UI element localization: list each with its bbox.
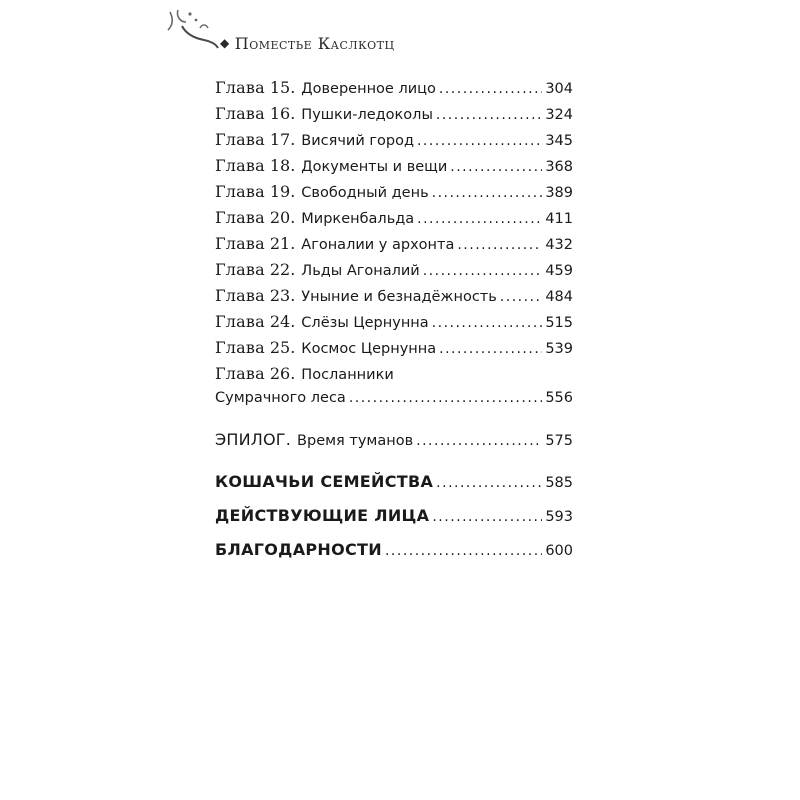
chapter-label: Глава xyxy=(215,156,265,175)
chapter-number: 22. xyxy=(269,260,296,279)
appendix-title: БЛАГОДАРНОСТИ xyxy=(215,540,382,559)
chapter-title: Доверенное лицо xyxy=(301,81,436,97)
chapter-number: 15. xyxy=(269,78,296,97)
toc-entry-chapter-17[interactable] xyxy=(215,130,573,156)
toc-entry-chapter-20[interactable] xyxy=(215,208,573,234)
leader-dots xyxy=(423,263,543,279)
page-number: 585 xyxy=(545,475,573,491)
chapter-label: Глава xyxy=(215,364,265,383)
toc-entry-chapter-16[interactable] xyxy=(215,104,573,130)
page-number: 389 xyxy=(545,185,573,201)
page-number: 345 xyxy=(545,133,573,149)
chapter-title: Свободный день xyxy=(301,185,429,201)
leader-dots xyxy=(436,475,542,491)
page-number: 324 xyxy=(545,107,573,123)
page-number: 459 xyxy=(545,263,573,279)
leader-dots xyxy=(450,159,542,175)
page-number: 411 xyxy=(545,211,573,227)
chapter-title: Уныние и безнадёжность xyxy=(301,289,497,305)
leader-dots xyxy=(436,107,542,123)
chapter-number: 23. xyxy=(269,286,296,305)
chapter-title: Посланники xyxy=(301,367,394,383)
chapter-number: 24. xyxy=(269,312,296,331)
leader-dots xyxy=(417,211,542,227)
page-number: 600 xyxy=(545,543,573,559)
epilogue-label: ЭПИЛОГ. xyxy=(215,430,292,449)
epilogue-title: Время туманов xyxy=(297,433,414,449)
toc-entry-chapter-26[interactable] xyxy=(215,364,573,416)
toc-entry-epilogue[interactable] xyxy=(215,430,573,456)
leader-dots xyxy=(432,185,543,201)
page-number: 304 xyxy=(545,81,573,97)
appendix-title: КОШАЧЬИ СЕМЕЙСТВА xyxy=(215,472,434,491)
leader-dots xyxy=(439,81,542,97)
chapter-label: Глава xyxy=(215,338,265,357)
page-number: 593 xyxy=(545,509,573,525)
toc-entry-chapter-24[interactable] xyxy=(215,312,573,338)
chapter-number: 17. xyxy=(269,130,296,149)
toc-entry-chapter-21[interactable] xyxy=(215,234,573,260)
leader-dots xyxy=(349,390,543,406)
page-number: 432 xyxy=(545,237,573,253)
page-number: 539 xyxy=(545,341,573,357)
leader-dots xyxy=(432,509,542,525)
toc-entry-chapter-22[interactable] xyxy=(215,260,573,286)
leader-dots xyxy=(500,289,543,305)
leader-dots xyxy=(457,237,542,253)
chapter-number: 26. xyxy=(269,364,296,383)
toc-entry-chapter-23[interactable] xyxy=(215,286,573,312)
chapter-label: Глава xyxy=(215,286,265,305)
leader-dots xyxy=(432,315,543,331)
chapter-title-continued: Сумрачного леса xyxy=(215,390,346,406)
toc-entry-acknowledgements[interactable] xyxy=(215,540,573,574)
chapter-title: Висячий город xyxy=(301,133,414,149)
leader-dots xyxy=(417,133,542,149)
page-number: 556 xyxy=(545,390,573,406)
table-of-contents xyxy=(215,78,573,574)
leader-dots xyxy=(385,543,542,559)
floral-ornament-icon xyxy=(160,6,220,50)
chapter-number: 21. xyxy=(269,234,296,253)
chapter-title: Миркенбальда xyxy=(301,211,415,227)
chapter-label: Глава xyxy=(215,182,265,201)
page-number: 368 xyxy=(545,159,573,175)
page-number: 515 xyxy=(545,315,573,331)
chapter-title: Слёзы Цернунна xyxy=(301,315,429,331)
chapter-label: Глава xyxy=(215,260,265,279)
page-number: 484 xyxy=(545,289,573,305)
toc-entry-characters[interactable] xyxy=(215,506,573,540)
page-number: 575 xyxy=(545,433,573,449)
chapter-title: Космос Цернунна xyxy=(301,341,437,357)
chapter-title: Пушки-ледоколы xyxy=(301,107,433,123)
toc-entry-chapter-18[interactable] xyxy=(215,156,573,182)
leader-dots xyxy=(416,433,542,449)
toc-entry-chapter-15[interactable] xyxy=(215,78,573,104)
chapter-number: 18. xyxy=(269,156,296,175)
toc-entry-chapter-25[interactable] xyxy=(215,338,573,364)
chapter-number: 25. xyxy=(269,338,296,357)
chapter-label: Глава xyxy=(215,208,265,227)
toc-entry-chapter-19[interactable] xyxy=(215,182,573,208)
chapter-title: Документы и вещи xyxy=(301,159,448,175)
chapter-label: Глава xyxy=(215,104,265,123)
chapter-number: 20. xyxy=(269,208,296,227)
appendix-title: ДЕЙСТВУЮЩИЕ ЛИЦА xyxy=(215,506,430,525)
leader-dots xyxy=(439,341,542,357)
chapter-label: Глава xyxy=(215,234,265,253)
chapter-number: 16. xyxy=(269,104,296,123)
chapter-label: Глава xyxy=(215,130,265,149)
chapter-label: Глава xyxy=(215,78,265,97)
chapter-label: Глава xyxy=(215,312,265,331)
chapter-number: 19. xyxy=(269,182,296,201)
toc-entry-cat-families[interactable] xyxy=(215,472,573,506)
chapter-title: Агоналии у архонта xyxy=(301,237,455,253)
running-title: Поместье Каслкотц xyxy=(234,34,395,53)
diamond-icon: ◆ xyxy=(220,36,230,50)
running-head xyxy=(220,34,395,53)
chapter-title: Льды Агоналий xyxy=(301,263,420,279)
